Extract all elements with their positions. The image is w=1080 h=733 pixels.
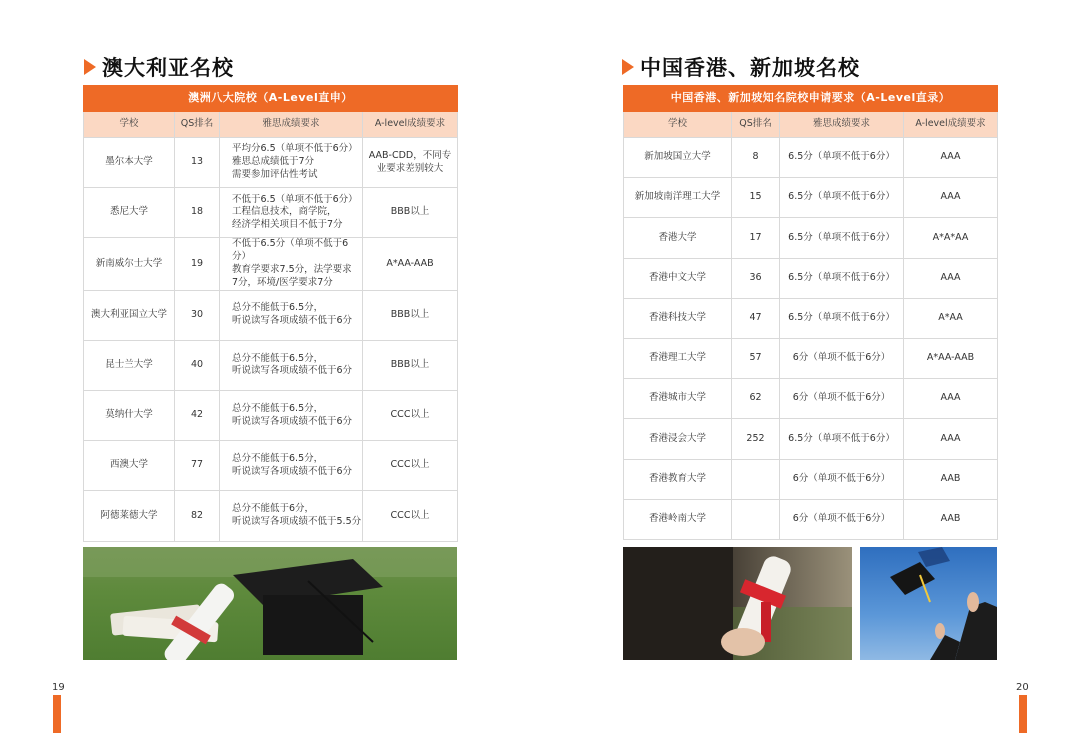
alevel-requirement: AAB — [904, 459, 998, 499]
school-name: 莫纳什大学 — [84, 391, 175, 441]
qs-rank — [732, 459, 780, 499]
alevel-line: 业要求差别较大 — [376, 162, 444, 174]
table-row — [624, 138, 998, 178]
col-header-school: 学校 — [624, 112, 732, 138]
graduation-cap-photo — [83, 547, 457, 660]
qs-rank: 13 — [175, 138, 220, 188]
qs-rank: 18 — [175, 188, 220, 238]
qs-rank: 40 — [175, 340, 220, 390]
table-row — [624, 178, 998, 218]
school-name: 香港浸会大学 — [624, 419, 732, 459]
qs-rank: 17 — [732, 218, 780, 258]
ielts-line: 总分不能低于6.5分， — [232, 452, 324, 464]
alevel-requirement: A*AA-AAB — [904, 338, 998, 378]
alevel-line: BBB以上 — [390, 359, 430, 370]
alevel-requirement: AAA — [904, 419, 998, 459]
page-accent-bar-left — [53, 695, 61, 733]
australia-universities-table — [83, 85, 458, 542]
alevel-line: CCC以上 — [390, 459, 430, 471]
ielts-line: 听说读写各项成绩不低于6分 — [232, 465, 353, 477]
graduate-diploma-photo — [623, 547, 852, 660]
table-row — [624, 338, 998, 378]
alevel-requirement: AAA — [904, 258, 998, 298]
hk-singapore-heading: 中国香港、新加坡名校 — [640, 56, 860, 80]
table-row — [84, 138, 458, 188]
hk-table-caption: 中国香港、新加坡知名院校申请要求（A-Level直录） — [624, 86, 998, 112]
alevel-requirement: AAA — [904, 178, 998, 218]
table-row — [84, 391, 458, 441]
qs-rank: 30 — [175, 290, 220, 340]
col-header-ielts: 雅思成绩要求 — [780, 112, 904, 138]
ielts-line: 需要参加评估性考试 — [232, 169, 318, 180]
caps-thrown-photo — [860, 547, 997, 660]
ielts-requirement: 6.5分（单项不低于6分） — [780, 138, 904, 178]
table-row — [84, 491, 458, 541]
ielts-line: 平均分6.5（单项不低于6分） — [232, 143, 358, 155]
school-name: 香港大学 — [624, 218, 732, 258]
ielts-line: 总分不能低于6分， — [232, 503, 315, 515]
ielts-requirement — [220, 491, 363, 541]
col-header-school: 学校 — [84, 112, 175, 138]
table-row — [624, 258, 998, 298]
ielts-line: 不低于6.5分（单项不低于6分） — [232, 238, 349, 263]
qs-rank: 77 — [175, 441, 220, 491]
alevel-requirement: AAB — [904, 499, 998, 539]
school-name: 阿德莱德大学 — [84, 491, 175, 541]
school-name: 西澳大学 — [84, 441, 175, 491]
ielts-requirement: 6.5分（单项不低于6分） — [780, 178, 904, 218]
ielts-line: 7分，环境/医学要求7分 — [232, 276, 333, 288]
alevel-requirement — [363, 238, 458, 290]
col-header-alevel: A-level成绩要求 — [904, 112, 998, 138]
table-row — [624, 379, 998, 419]
ielts-line: 听说读写各项成绩不低于5.5分 — [232, 515, 362, 527]
table-row — [84, 290, 458, 340]
ielts-requirement: 6分（单项不低于6分） — [780, 379, 904, 419]
ielts-requirement: 6分（单项不低于6分） — [780, 338, 904, 378]
school-name: 香港教育大学 — [624, 459, 732, 499]
qs-rank: 57 — [732, 338, 780, 378]
col-header-qs: QS排名 — [175, 112, 220, 138]
ielts-requirement — [220, 391, 363, 441]
table-row — [84, 188, 458, 238]
qs-rank: 15 — [732, 178, 780, 218]
alevel-requirement: AAA — [904, 379, 998, 419]
ielts-requirement — [220, 290, 363, 340]
alevel-line: AAB-CDD，不同专 — [368, 149, 452, 161]
table-row — [624, 459, 998, 499]
alevel-requirement — [363, 290, 458, 340]
hk-singapore-universities-table — [623, 85, 998, 540]
hk-singapore-section-title — [622, 52, 860, 82]
ielts-line: 总分不能低于6.5分， — [232, 352, 324, 364]
table-row — [84, 340, 458, 390]
qs-rank: 42 — [175, 391, 220, 441]
col-header-alevel: A-level成绩要求 — [363, 112, 458, 138]
qs-rank: 62 — [732, 379, 780, 419]
alevel-line: CCC以上 — [390, 409, 430, 421]
ielts-requirement — [220, 188, 363, 238]
table-row — [84, 238, 458, 290]
alevel-line: A*AA-AAB — [386, 257, 434, 269]
school-name: 香港理工大学 — [624, 338, 732, 378]
school-name: 香港城市大学 — [624, 379, 732, 419]
col-header-ielts: 雅思成绩要求 — [220, 112, 363, 138]
ielts-line: 雅思总成绩低于7分 — [232, 156, 315, 168]
ielts-requirement — [220, 138, 363, 188]
triangle-marker-icon — [622, 59, 634, 75]
page-number-left: 19 — [52, 682, 65, 693]
col-header-qs: QS排名 — [732, 112, 780, 138]
ielts-requirement: 6分（单项不低于6分） — [780, 459, 904, 499]
australia-section-title — [84, 52, 234, 82]
school-name: 新南威尔士大学 — [84, 238, 175, 290]
school-name: 香港岭南大学 — [624, 499, 732, 539]
ielts-line: 听说读写各项成绩不低于6分 — [232, 315, 353, 327]
qs-rank: 252 — [732, 419, 780, 459]
school-name: 香港科技大学 — [624, 298, 732, 338]
ielts-line: 听说读写各项成绩不低于6分 — [232, 415, 353, 427]
ielts-line: 教育学要求7.5分，法学要求 — [232, 264, 352, 275]
school-name: 新加坡南洋理工大学 — [624, 178, 732, 218]
alevel-line: BBB以上 — [390, 308, 430, 320]
ielts-requirement: 6.5分（单项不低于6分） — [780, 298, 904, 338]
school-name: 新加坡国立大学 — [624, 138, 732, 178]
alevel-requirement: AAA — [904, 138, 998, 178]
qs-rank: 47 — [732, 298, 780, 338]
alevel-requirement — [363, 188, 458, 238]
ielts-requirement: 6.5分（单项不低于6分） — [780, 419, 904, 459]
ielts-requirement — [220, 340, 363, 390]
alevel-line: BBB以上 — [390, 206, 430, 218]
school-name: 香港中文大学 — [624, 258, 732, 298]
school-name: 昆士兰大学 — [84, 340, 175, 390]
alevel-requirement — [363, 491, 458, 541]
table-row — [84, 441, 458, 491]
qs-rank: 8 — [732, 138, 780, 178]
school-name: 悉尼大学 — [84, 188, 175, 238]
alevel-requirement — [363, 441, 458, 491]
ielts-line: 听说读写各项成绩不低于6分 — [232, 365, 353, 377]
qs-rank: 19 — [175, 238, 220, 290]
alevel-requirement: A*AA — [904, 298, 998, 338]
australia-heading: 澳大利亚名校 — [102, 56, 234, 80]
school-name: 墨尔本大学 — [84, 138, 175, 188]
page-accent-bar-right — [1019, 695, 1027, 733]
table-row — [624, 298, 998, 338]
qs-rank: 82 — [175, 491, 220, 541]
ielts-line: 不低于6.5（单项不低于6分） — [232, 193, 358, 205]
ielts-requirement: 6.5分（单项不低于6分） — [780, 258, 904, 298]
page-number-right: 20 — [1016, 682, 1029, 693]
ielts-line: 经济学相关项目不低于7分 — [232, 219, 343, 231]
ielts-requirement — [220, 441, 363, 491]
alevel-line: CCC以上 — [390, 509, 430, 521]
table-row — [624, 419, 998, 459]
qs-rank — [732, 499, 780, 539]
qs-rank: 36 — [732, 258, 780, 298]
ielts-requirement: 6分（单项不低于6分） — [780, 499, 904, 539]
ielts-line: 总分不能低于6.5分， — [232, 302, 324, 314]
alevel-requirement — [363, 391, 458, 441]
triangle-marker-icon — [84, 59, 96, 75]
alevel-requirement — [363, 340, 458, 390]
table-row — [624, 499, 998, 539]
ielts-line: 总分不能低于6.5分， — [232, 402, 324, 414]
ielts-line: 工程信息技术，商学院， — [232, 206, 337, 218]
ielts-requirement: 6.5分（单项不低于6分） — [780, 218, 904, 258]
australia-table-caption: 澳洲八大院校（A-Level直申） — [84, 86, 458, 112]
alevel-requirement: A*A*AA — [904, 218, 998, 258]
school-name: 澳大利亚国立大学 — [84, 290, 175, 340]
table-row — [624, 218, 998, 258]
ielts-requirement — [220, 238, 363, 290]
alevel-requirement — [363, 138, 458, 188]
